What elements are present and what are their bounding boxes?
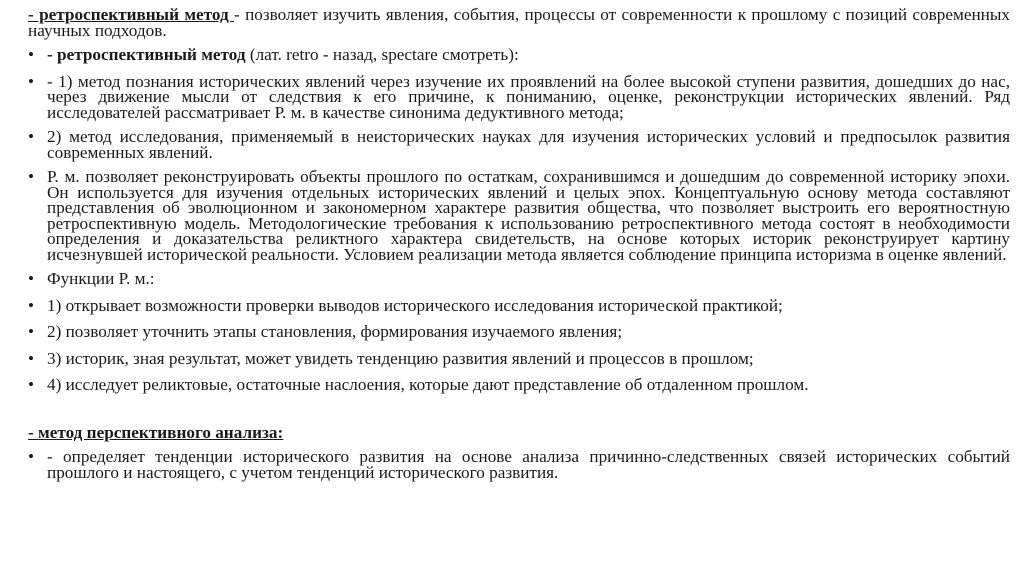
list-item-text: - 1) метод познания исторических явлений через изучение их проявлений на более высокой ступени развития, дошедших до нас, через движение мысли от следствия к его причине, к пониманию, оценке, реконструкции исторических явлений. Ряд исследователей рассматривает Р. м. в качестве синонима дедуктивного метода; bbox=[47, 71, 1010, 122]
bullet-glyph: • bbox=[28, 71, 35, 91]
list-item-text: 1) открывает возможности проверки выводов исторического исследования исторической практикой; bbox=[47, 295, 783, 315]
list-item-text: Функции Р. м.: bbox=[47, 269, 155, 288]
list-item bbox=[28, 47, 1010, 63]
list-item-text: 3) историк, зная результат, может увидеть тенденцию развития явлений и процессов в прошлом; bbox=[47, 348, 754, 368]
bullet-glyph: • bbox=[28, 322, 35, 341]
bullet-glyph: • bbox=[28, 295, 35, 315]
list-item bbox=[28, 129, 1010, 160]
intro-text: - позволяет изучить явления, события, процессы от современности к прошлому с позиций современных научных подходов. bbox=[28, 5, 1010, 40]
bullet-glyph: • bbox=[28, 269, 35, 288]
list-item bbox=[28, 324, 1010, 340]
list-item bbox=[28, 271, 1010, 287]
bullet-glyph: • bbox=[28, 167, 35, 186]
bullet-glyph: • bbox=[28, 447, 35, 466]
list-item-text: Р. м. позволяет реконструировать объекты прошлого по остаткам, сохранившимся и дошедшим до современной историку эпохи. Он используется для изучения отдельных исторических явлений и целых эпох. Концептуальную основу метода составляют представления об эволюционном и закономерном характере развития общества, что позволяет выстроить его вероятностную ретроспективную модель. Методологические требования к использованию ретроспективного метода состоят в необходимости определения и доказательства реликтного характера свидетельств, на основе которых историк реконструирует картину исчезнувшей исторической реальности. Условием реализации метода является соблюдение принципа историзма в оценке явлений. bbox=[47, 167, 1010, 264]
section2-list bbox=[28, 449, 1010, 480]
list-item-term: - ретроспективный метод bbox=[47, 45, 246, 64]
list-item bbox=[28, 71, 1010, 122]
bullet-glyph: • bbox=[28, 348, 35, 368]
list-item bbox=[28, 377, 1010, 393]
bullet-glyph: • bbox=[28, 375, 35, 394]
list-item bbox=[28, 169, 1010, 262]
list-item-text: 4) исследует реликтовые, остаточные наслоения, которые дают представление об отдаленном прошлом. bbox=[47, 375, 809, 394]
list-item-text: (лат. retro - назад, spectare смотреть): bbox=[245, 45, 519, 64]
section-gap bbox=[28, 404, 1010, 425]
list-item-text: - определяет тенденции исторического развития на основе анализа причинно-следственных связей исторических событий прошлого и настоящего, с учетом тенденций исторического развития. bbox=[47, 447, 1010, 482]
list-item bbox=[28, 449, 1010, 480]
list-item-text: 2) позволяет уточнить этапы становления, формирования изучаемого явления; bbox=[47, 322, 623, 341]
list-item bbox=[28, 295, 1010, 315]
section2-heading bbox=[28, 422, 1010, 442]
intro-term: - ретроспективный метод bbox=[28, 5, 235, 24]
bullet-glyph: • bbox=[28, 45, 35, 64]
list-item-text: 2) метод исследования, применяемый в неисторических науках для изучения исторических условий и предпосылок развития современных явлений. bbox=[47, 127, 1010, 162]
intro-paragraph bbox=[28, 7, 1010, 38]
method-list bbox=[28, 47, 1010, 393]
bullet-glyph: • bbox=[28, 127, 35, 146]
slide-content bbox=[28, 7, 1010, 489]
list-item bbox=[28, 348, 1010, 368]
section2-heading-text: - метод перспективного анализа: bbox=[28, 422, 284, 442]
